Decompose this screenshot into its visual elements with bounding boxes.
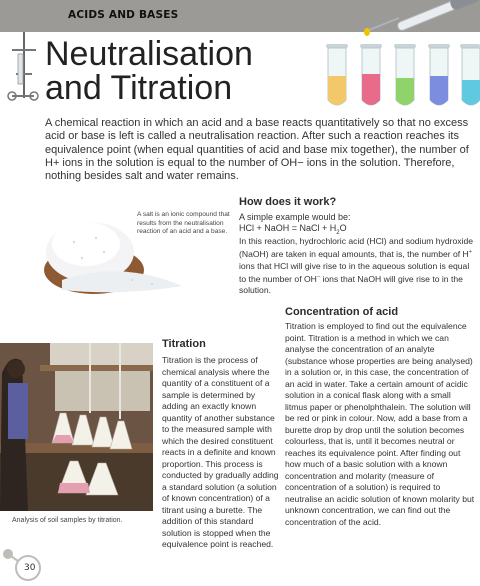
equation-subscript: 2 [336, 229, 340, 236]
concentration-heading: Concentration of acid [285, 306, 399, 318]
title-line-1: Neutralisation [45, 35, 253, 73]
lab-stand-illustration [4, 30, 44, 105]
how-intro-line: A simple example would be: [239, 212, 351, 222]
test-tube-5 [460, 44, 480, 105]
how-explanation [239, 236, 477, 297]
page-number: 30 [24, 563, 36, 573]
photo-caption: Analysis of soil samples by titration. [12, 517, 123, 524]
how-explanation-part-1: In this reaction, hydrochloric acid (HCl) and sodium hydroxide (NaOH) are taken in equal amounts, that is, the number of H [239, 236, 474, 260]
titration-paragraph: Titration is the process of chemical analysis where the quantity of a constituent of a sample is determined by adding an exactly known quantity of another substance to the measured sample with which the desired constituent reacts in a definite and known proportion. This process is conducted by gradually adding a standard solution (a solution of known concentration) of a titrant using a burette. The addition of this standard solution is stopped when the equivalence point is reached. [162, 355, 279, 549]
lab-titration-photo [0, 343, 153, 511]
page-title [45, 37, 253, 105]
test-tube-4 [428, 44, 450, 105]
oh-ion-superscript: − [316, 274, 321, 281]
dropper-illustration [355, 0, 480, 40]
test-tube-3 [394, 44, 416, 105]
how-explanation-part-2: ions that HCl will give rise to in the aqueous solution is equal to the number of OH [239, 260, 470, 284]
equation-right: O [339, 223, 347, 233]
salt-caption: A salt is an ionic compound that results from the neutralisation reaction of an acid and a base. [137, 211, 230, 236]
test-tube-1 [326, 44, 348, 105]
title-line-2: and Titration [45, 69, 233, 107]
how-explanation-part-3: ions that NaOH will give rise to in the solution. [239, 273, 463, 296]
section-label: ACIDS AND BASES [68, 9, 179, 21]
h-ion-superscript: + [468, 249, 472, 256]
concentration-paragraph: Titration is employed to find out the equivalence point. Titration is a method in which we can analyse the concentration of an analyte (substance whose properties are being analysed) in a solution or, in this case, the concentration of an acid in water. Take a certain amount of acidic solution in a conical flask along with a small litmus paper or phenolphthalein. The solution will be red or pink in colour. Now, add a base from a burette drop by drop until the solution becomes colourless, that is, until it becomes neutral or reaches its equivalence point. After finding out how much of a basic solution with a known concentration and molarity (measure of concentration of a solution) is required to neutralise an acidic solution of known molarity but unknown concentration, we can find out the concentration of the acid. [285, 321, 475, 527]
intro-paragraph: A chemical reaction in which an acid and a base reacts quantitatively so that no excess acid or base is left is called a neutralisation reaction. After such a reaction reaches its equivalence point (when equal quantities of acid and base mix together), the number of H+ ions in the solution is equal to the number of OH− ions in the solution. Therefore, nothing besides salt and water remains. [45, 117, 469, 183]
equation-left: HCl + NaOH = NaCl + H [239, 223, 337, 233]
test-tubes-illustration [300, 40, 480, 112]
titration-heading: Titration [162, 338, 206, 350]
how-heading: How does it work? [239, 196, 337, 208]
test-tube-2 [360, 44, 382, 105]
